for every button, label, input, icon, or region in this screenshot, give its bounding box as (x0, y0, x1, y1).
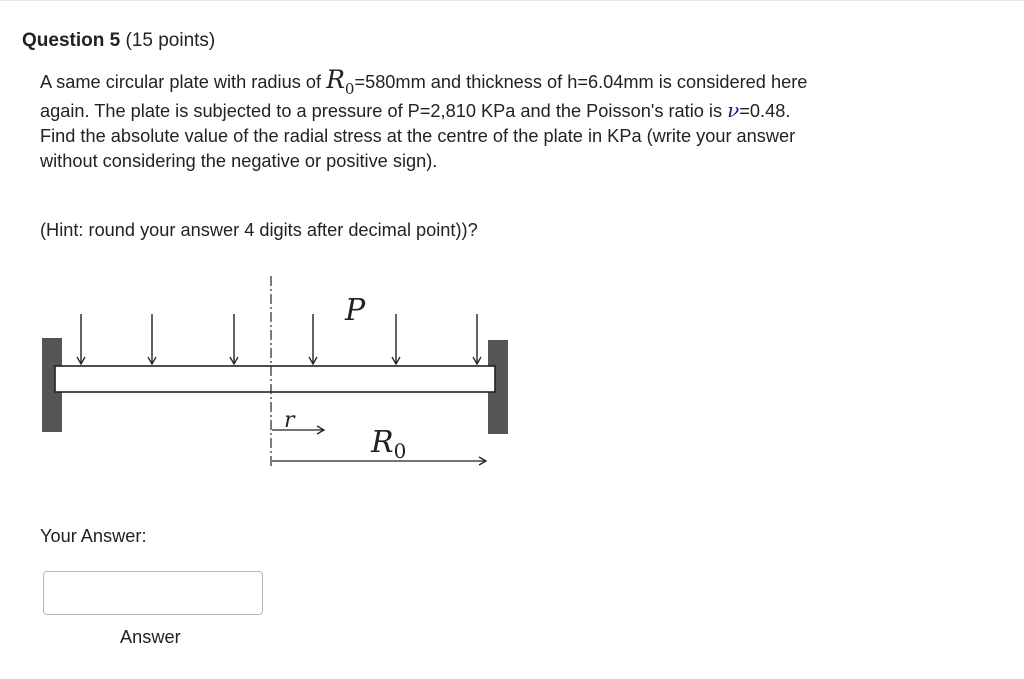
question-text (40, 65, 830, 174)
your-answer-label: Your Answer: (40, 526, 147, 546)
question-text-part-2: =580mm and thickness of h=6.04mm is considered here again. The plate is subjected to a pressure of P=2,810 KPa and the Poisson's ratio is (40, 72, 808, 121)
question-header (22, 29, 215, 53)
question-points: (15 points) (125, 30, 216, 51)
hint-text: (Hint: round your answer 4 digits after decimal point))? (40, 220, 478, 240)
answer-caption: Answer (120, 627, 181, 647)
question-text-part-1: A same circular plate with radius of (40, 72, 327, 92)
pressure-arrows (81, 314, 477, 364)
radius-label: $R_0$ (371, 425, 407, 463)
radius-symbol: $R_0$ (326, 65, 355, 98)
top-divider (0, 0, 1024, 1)
answer-input[interactable] (43, 571, 263, 615)
poisson-symbol: ν (727, 98, 740, 122)
question-text-part-3: =0.48. Find the absolute value of the radial stress at the centre of the plate in KPa (write your answer without considering the negative or positive sign). (40, 101, 796, 171)
question-title: Question 5 (22, 30, 121, 51)
circular-plate (55, 366, 495, 392)
plate-diagram (38, 272, 518, 477)
pressure-label: P (345, 293, 366, 328)
r-label: r (284, 408, 295, 433)
